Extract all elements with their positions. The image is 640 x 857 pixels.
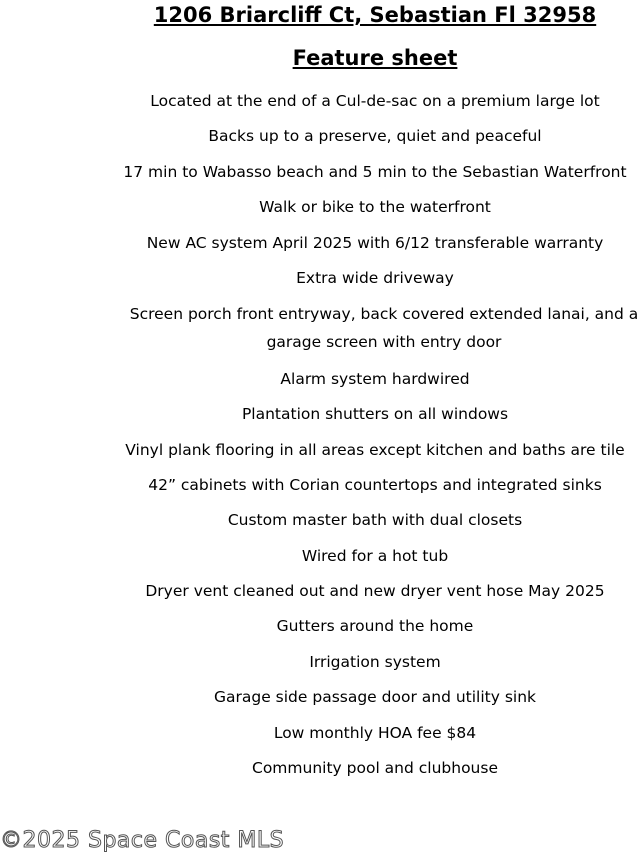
- feature-item: Garage side passage door and utility sink: [213, 688, 537, 707]
- feature-item: Screen porch front entryway, back covered extended lanai, and a garage screen with entry door: [129, 305, 639, 352]
- feature-item: New AC system April 2025 with 6/12 transferable warranty: [146, 233, 604, 252]
- feature-item: Gutters around the home: [276, 617, 474, 636]
- feature-item: Backs up to a preserve, quiet and peaceful: [208, 127, 542, 146]
- feature-item: Low monthly HOA fee $84: [273, 723, 477, 742]
- property-address-title: 1206 Briarcliff Ct, Sebastian Fl 32958: [153, 3, 597, 27]
- feature-item: Irrigation system: [309, 652, 441, 671]
- feature-item: Walk or bike to the waterfront: [259, 198, 491, 217]
- feature-item: Community pool and clubhouse: [252, 759, 498, 778]
- feature-item: Custom master bath with dual closets: [227, 511, 523, 530]
- feature-item: Vinyl plank flooring in all areas except kitchen and baths are tile: [125, 440, 625, 459]
- feature-sheet-heading: Feature sheet: [292, 46, 458, 70]
- feature-item: 42” cabinets with Corian countertops and integrated sinks: [148, 475, 602, 494]
- feature-item: Wired for a hot tub: [301, 546, 449, 565]
- feature-item: Extra wide driveway: [296, 268, 454, 287]
- feature-list: [0, 88, 640, 790]
- feature-item: 17 min to Wabasso beach and 5 min to the Sebastian Waterfront: [123, 162, 627, 181]
- feature-item: Dryer vent cleaned out and new dryer vent hose May 2025: [145, 582, 605, 601]
- feature-item: Alarm system hardwired: [280, 369, 470, 388]
- feature-item: Located at the end of a Cul-de-sac on a premium large lot: [150, 92, 600, 110]
- copyright-watermark: ©2025 Space Coast MLS: [0, 828, 285, 853]
- feature-item: Plantation shutters on all windows: [241, 405, 509, 424]
